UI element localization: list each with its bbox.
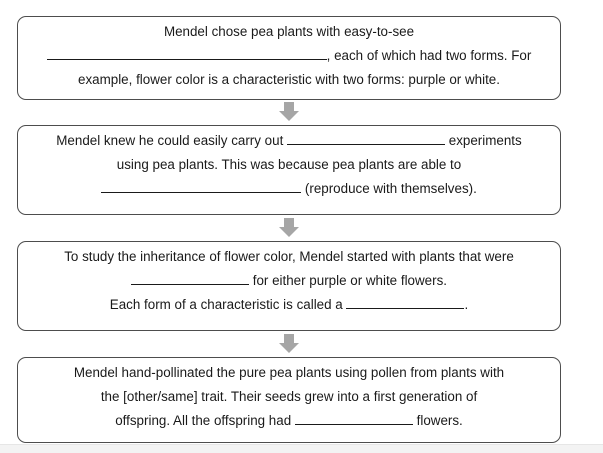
- step-4-line-1: Mendel hand-pollinated the pure pea plants using pollen from plants with: [73, 365, 505, 380]
- step-3-line-3-end: .: [464, 297, 469, 312]
- blank-field-4[interactable]: [131, 271, 249, 285]
- blank-field-6[interactable]: [295, 411, 413, 425]
- step-2-line-1-text: Mendel knew he could easily carry out: [56, 133, 284, 148]
- step-box-4: [17, 357, 561, 443]
- step-1-line-2-text: , each of which had two forms. For: [326, 48, 532, 63]
- step-4-line-2: the [other/same] trait. Their seeds grew into a first generation of: [100, 389, 478, 404]
- step-2-line-3-text: (reproduce with themselves).: [304, 181, 477, 196]
- down-arrow-icon: [279, 102, 299, 122]
- step-2-line-2: using pea plants. This was because pea plants are able to: [116, 157, 462, 172]
- step-1-line-3: example, flower color is a characteristic with two forms: purple or white.: [78, 72, 500, 87]
- step-box-3: [17, 241, 561, 331]
- blank-field-5[interactable]: [346, 295, 464, 309]
- step-3-line-2-text: for either purple or white flowers.: [252, 273, 447, 288]
- blank-field-2[interactable]: [287, 131, 445, 145]
- step-box-1: [17, 16, 561, 100]
- step-2-line-1-end: experiments: [448, 133, 522, 148]
- step-4-line-3-end: flowers.: [416, 413, 463, 428]
- step-3-line-3-text: Each form of a characteristic is called a: [109, 297, 343, 312]
- blank-field-3[interactable]: [101, 179, 301, 193]
- down-arrow-icon: [279, 334, 299, 354]
- step-3-line-1: To study the inheritance of flower color, Mendel started with plants that were: [64, 249, 514, 264]
- step-box-2: [17, 125, 561, 215]
- down-arrow-icon: [279, 218, 299, 238]
- step-1-line-1: Mendel chose pea plants with easy-to-see: [163, 24, 415, 39]
- blank-field-1[interactable]: [47, 46, 327, 60]
- step-4-line-3-text: offspring. All the offspring had: [115, 413, 292, 428]
